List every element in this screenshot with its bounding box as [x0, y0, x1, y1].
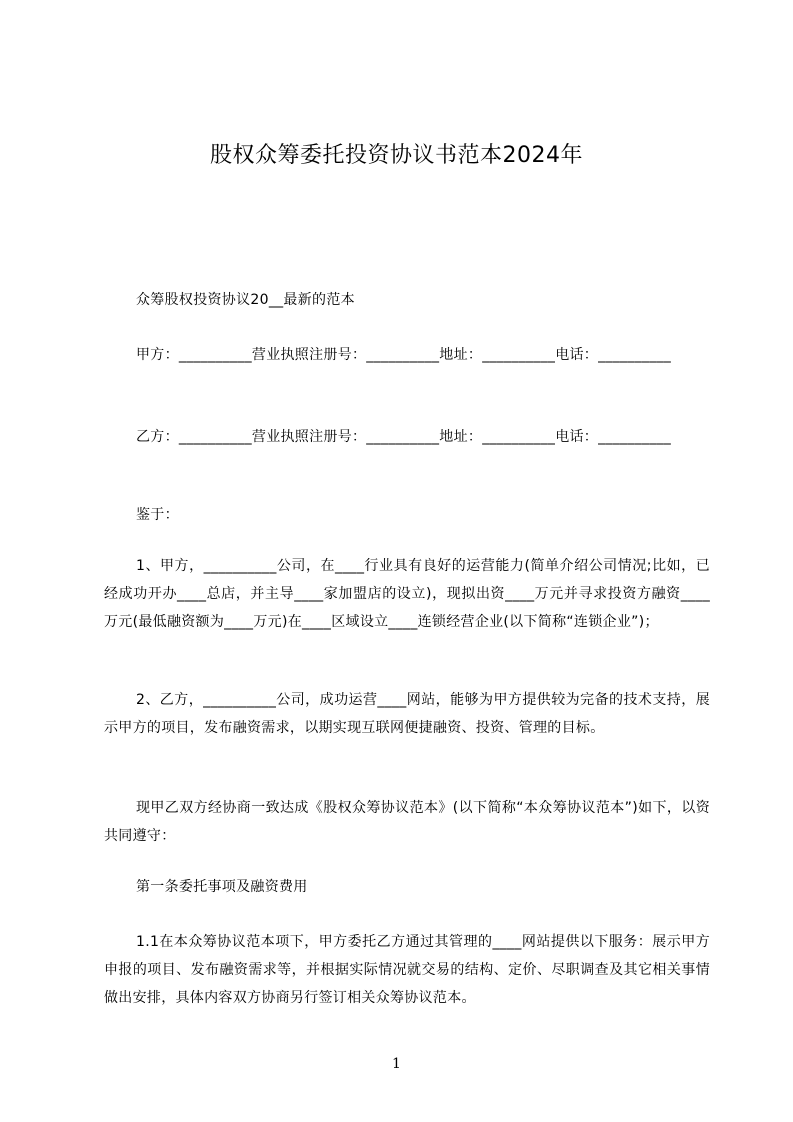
paragraph-party-a: 甲方：__________营业执照注册号：__________地址：__________电话：__________	[136, 347, 672, 363]
paragraph-clause-1: 1、甲方，__________公司，在____行业具有良好的运营能力(简单介绍公司情况;比如，已经成功开办____总店，并主导____家加盟店的设立)，现拟出资____万元并寻求投资方融资____万元(最低融资额为____万元)在____区域设立____连锁经营企业(以下简称“连锁企业”)；	[104, 558, 710, 630]
paragraph-intro: 众筹股权投资协议20__最新的范本	[136, 292, 355, 308]
section-heading-article-1: 第一条委托事项及融资费用	[136, 879, 308, 895]
paragraph-whereas: 鉴于：	[136, 507, 179, 523]
paragraph-party-b: 乙方：__________营业执照注册号：__________地址：__________电话：__________	[136, 429, 672, 445]
paragraph-agreement: 现甲乙双方经协商一致达成《股权众筹协议范本》(以下简称“本众筹协议范本”)如下，以资共同遵守：	[104, 800, 710, 844]
paragraph-clause-2: 2、乙方，__________公司，成功运营____网站，能够为甲方提供较为完备的技术支持，展示甲方的项目，发布融资需求，以期实现互联网便捷融资、投资、管理的目标。	[104, 692, 710, 736]
document-title: 股权众筹委托投资协议书范本2024年	[210, 143, 583, 168]
paragraph-article-1-1: 1.1在本众筹协议范本项下，甲方委托乙方通过其管理的____网站提供以下服务：展示甲方申报的项目、发布融资需求等，并根据实际情况就交易的结构、定价、尽职调查及其它相关事情做出安排，具体内容双方协商另行签订相关众筹协议范本。	[104, 934, 710, 1006]
page-number: 1	[392, 1056, 401, 1072]
